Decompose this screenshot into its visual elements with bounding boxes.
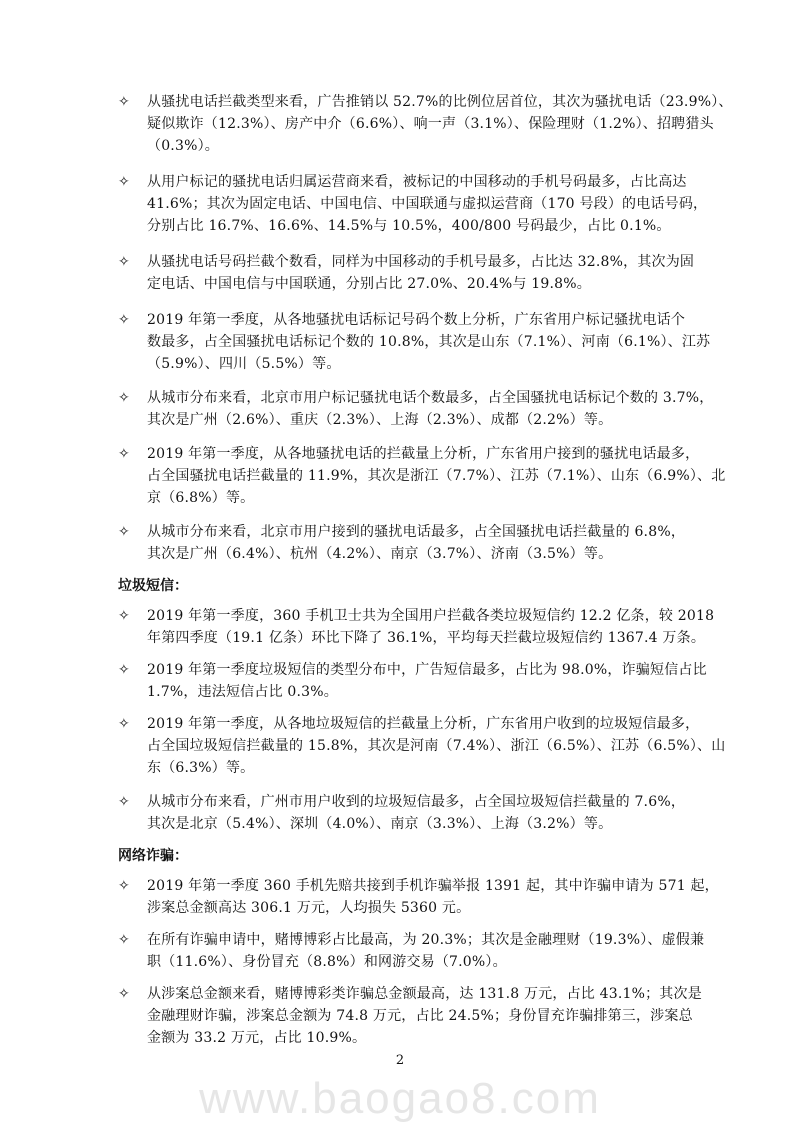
diamond-bullet-icon: ✧ [118, 878, 130, 894]
paragraph-line: 京（6.8%）等。 [147, 490, 255, 506]
paragraph-line: 2019 年第一季度，从各地垃圾短信的拦截量上分析，广东省用户收到的垃圾短信最多， [147, 716, 700, 732]
paragraph-line: 1.7%，违法短信占比 0.3%。 [147, 684, 338, 700]
paragraph-line: 涉案总金额高达 306.1 万元，人均损失 5360 元。 [147, 900, 471, 916]
paragraph-line: 分别占比 16.7%、16.6%、14.5%与 10.5%，400/800 号码最少，占比 0.1%。 [147, 218, 671, 234]
paragraph-line: （5.9%）、四川（5.5%）等。 [147, 356, 341, 372]
diamond-bullet-icon: ✧ [118, 794, 130, 810]
diamond-bullet-icon: ✧ [118, 312, 130, 328]
diamond-bullet-icon: ✧ [118, 254, 130, 270]
section-heading: 网络诈骗： [118, 848, 188, 864]
diamond-bullet-icon: ✧ [118, 662, 130, 678]
paragraph-line: 金融理财诈骗，涉案总金额为 74.8 万元，占比 24.5%；身份冒充诈骗排第三，涉案总 [147, 1008, 693, 1024]
diamond-bullet-icon: ✧ [118, 986, 130, 1002]
watermark: www.baogao8.com [199, 1074, 601, 1123]
paragraph-line: 从用户标记的骚扰电话归属运营商来看，被标记的中国移动的手机号码最多，占比高达 [147, 174, 687, 190]
paragraph-line: 41.6%；其次为固定电话、中国电信、中国联通与虚拟运营商（170 号段）的电话号码， [147, 196, 708, 212]
paragraph-line: 在所有诈骗申请中，赌博博彩占比最高，为 20.3%；其次是金融理财（19.3%）、虚假兼 [147, 932, 705, 948]
paragraph-line: 从城市分布来看，北京市用户标记骚扰电话个数最多，占全国骚扰电话标记个数的 3.7%， [147, 390, 714, 406]
paragraph-line: 2019 年第一季度，从各地骚扰电话标记号码个数上分析，广东省用户标记骚扰电话个 [147, 312, 686, 328]
paragraph-line: 金额为 33.2 万元，占比 10.9%。 [147, 1030, 367, 1046]
paragraph-line: 占全国垃圾短信拦截量的 15.8%，其次是河南（7.4%）、浙江（6.5%）、江苏（6.5%）、山 [147, 738, 726, 754]
paragraph-line: 从城市分布来看，北京市用户接到的骚扰电话最多，占全国骚扰电话拦截量的 6.8%， [147, 524, 686, 540]
diamond-bullet-icon: ✧ [118, 390, 130, 406]
page-number: 2 [395, 1053, 405, 1068]
diamond-bullet-icon: ✧ [118, 174, 130, 190]
diamond-bullet-icon: ✧ [118, 932, 130, 948]
paragraph-line: 从城市分布来看，广州市用户收到的垃圾短信最多，占全国垃圾短信拦截量的 7.6%， [147, 794, 686, 810]
paragraph-line: （0.3%）。 [147, 138, 219, 154]
paragraph-line: 2019 年第一季度垃圾短信的类型分布中，广告短信最多，占比为 98.0%，诈骗短信占比 [147, 662, 707, 678]
paragraph-line: 从骚扰电话拦截类型来看，广告推销以 52.7%的比例位居首位，其次为骚扰电话（23.9%）、 [147, 94, 733, 110]
paragraph-line: 2019 年第一季度，360 手机卫士共为全国用户拦截各类垃圾短信约 12.2 亿条，较 2018 [147, 608, 715, 624]
section-heading: 垃圾短信： [118, 578, 188, 594]
paragraph-line: 年第四季度（19.1 亿条）环比下降了 36.1%，平均每天拦截垃圾短信约 1367.4 万条。 [147, 630, 706, 646]
diamond-bullet-icon: ✧ [118, 608, 130, 624]
paragraph-line: 占全国骚扰电话拦截量的 11.9%，其次是浙江（7.7%）、江苏（7.1%）、山东（6.9%）、北 [147, 468, 726, 484]
diamond-bullet-icon: ✧ [118, 524, 130, 540]
paragraph-line: 2019 年第一季度，从各地骚扰电话的拦截量上分析，广东省用户接到的骚扰电话最多， [147, 446, 700, 462]
diamond-bullet-icon: ✧ [118, 716, 130, 732]
paragraph-line: 其次是北京（5.4%）、深圳（4.0%）、南京（3.3%）、上海（3.2%）等。 [147, 816, 613, 832]
diamond-bullet-icon: ✧ [118, 94, 130, 110]
paragraph-line: 数最多，占全国骚扰电话标记个数的 10.8%，其次是山东（7.1%）、河南（6.1%）、江苏 [147, 334, 711, 350]
paragraph-line: 疑似欺诈（12.3%）、房产中介（6.6%）、响一声（3.1%）、保险理财（1.2%）、招聘猎头 [147, 116, 714, 132]
paragraph-line: 2019 年第一季度 360 手机先赔共接到手机诈骗举报 1391 起，其中诈骗申请为 571 起， [147, 878, 719, 894]
paragraph-line: 定电话、中国电信与中国联通，分别占比 27.0%、20.4%与 19.8%。 [147, 276, 591, 292]
paragraph-line: 从骚扰电话号码拦截个数看，同样为中国移动的手机号最多，占比达 32.8%，其次为固 [147, 254, 695, 270]
paragraph-line: 职（11.6%）、身份冒充（8.8%）和网游交易（7.0%）。 [147, 954, 507, 970]
paragraph-line: 东（6.3%）等。 [147, 760, 255, 776]
diamond-bullet-icon: ✧ [118, 446, 130, 462]
paragraph-line: 从涉案总金额来看，赌博博彩类诈骗总金额最高，达 131.8 万元，占比 43.1%；其次是 [147, 986, 702, 1002]
paragraph-line: 其次是广州（2.6%）、重庆（2.3%）、上海（2.3%）、成都（2.2%）等。 [147, 412, 613, 428]
paragraph-line: 其次是广州（6.4%）、杭州（4.2%）、南京（3.7%）、济南（3.5%）等。 [147, 546, 613, 562]
